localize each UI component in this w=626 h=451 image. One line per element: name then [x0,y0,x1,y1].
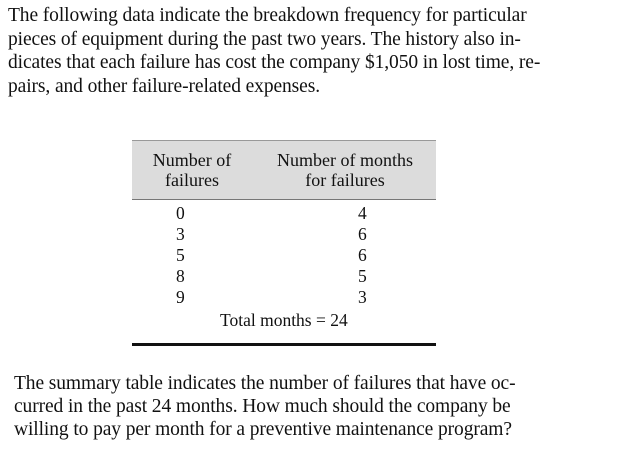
intro-line: pieces of equipment during the past two years. The history also in- [8,28,521,50]
intro-line: dicates that each failure has cost the company $1,050 in lost time, re- [8,52,541,73]
table-cell: 0 [176,203,185,223]
intro-paragraph [8,4,620,98]
table-cell: 8 [176,266,185,286]
table-cell: 5 [358,266,367,286]
table-header [132,140,436,200]
table-cell: 5 [176,245,185,265]
table-body [132,200,436,346]
table-cell: 3 [358,287,367,307]
failure-table [132,140,436,346]
question-paragraph [14,372,614,441]
question-line: curred in the past 24 months. How much should the company be [14,396,511,417]
table-cell: 9 [176,287,185,307]
table-cell: 3 [176,224,185,244]
failures-column [176,203,190,308]
table-cell: 4 [358,203,367,223]
intro-line: pairs, and other failure-related expenses. [8,75,320,97]
header-number-of-failures: Number of failures [152,150,232,190]
months-column [358,203,372,308]
header-number-of-months: Number of months for failures [277,150,413,190]
table-cell: 6 [358,224,367,244]
total-months: Total months = 24 [220,310,348,330]
question-line: willing to pay per month for a preventive maintenance program? [14,419,512,440]
intro-line: The following data indicate the breakdown frequency for particular [8,5,527,26]
table-cell: 6 [358,245,367,265]
question-line: The summary table indicates the number of failures that have oc- [14,373,516,394]
